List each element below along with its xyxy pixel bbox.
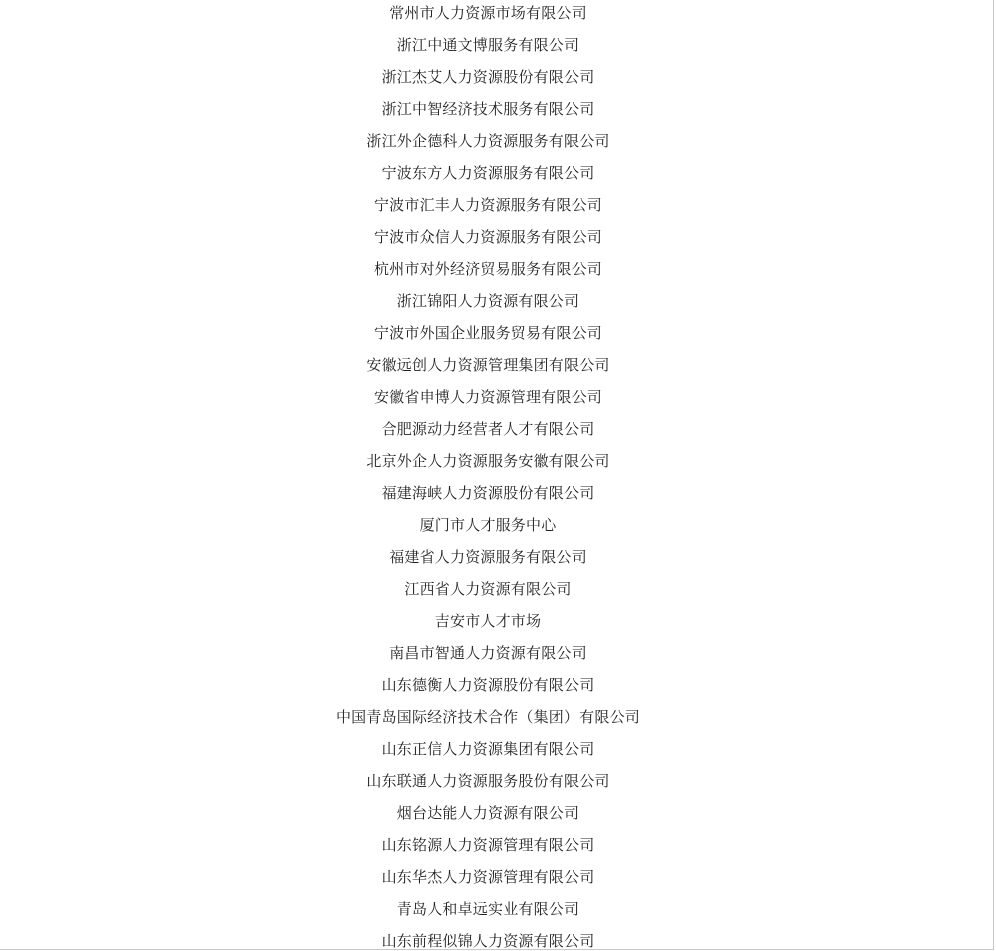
list-item: 合肥源动力经营者人才有限公司 (381, 420, 595, 438)
list-item: 中国青岛国际经济技术合作（集团）有限公司 (335, 708, 640, 726)
list-item: 江西省人力资源有限公司 (404, 580, 572, 598)
list-item: 青岛人和卓远实业有限公司 (396, 900, 580, 918)
list-item: 山东华杰人力资源管理有限公司 (381, 868, 595, 886)
list-item: 南昌市智通人力资源有限公司 (389, 644, 587, 662)
list-item: 宁波东方人力资源服务有限公司 (381, 164, 595, 182)
list-item: 浙江杰艾人力资源股份有限公司 (381, 68, 595, 86)
list-item: 宁波市汇丰人力资源服务有限公司 (373, 196, 602, 214)
list-item: 厦门市人才服务中心 (419, 516, 557, 534)
list-item: 浙江外企德科人力资源服务有限公司 (366, 132, 610, 150)
list-item: 宁波市众信人力资源服务有限公司 (373, 228, 602, 246)
list-item: 北京外企人力资源服务安徽有限公司 (366, 452, 610, 470)
list-item: 山东正信人力资源集团有限公司 (381, 740, 595, 758)
list-item: 烟台达能人力资源有限公司 (396, 804, 580, 822)
list-item: 浙江锦阳人力资源有限公司 (396, 292, 580, 310)
list-item: 山东德衡人力资源股份有限公司 (381, 676, 595, 694)
list-item: 安徽远创人力资源管理集团有限公司 (366, 356, 610, 374)
list-item: 浙江中通文博服务有限公司 (396, 36, 580, 54)
list-item: 福建海峡人力资源股份有限公司 (381, 484, 595, 502)
list-item: 山东铭源人力资源管理有限公司 (381, 836, 595, 854)
list-item: 杭州市对外经济贸易服务有限公司 (373, 260, 602, 278)
list-item: 福建省人力资源服务有限公司 (389, 548, 587, 566)
list-item: 山东联通人力资源服务股份有限公司 (366, 772, 610, 790)
list-item: 安徽省申博人力资源管理有限公司 (373, 388, 602, 406)
list-item: 浙江中智经济技术服务有限公司 (381, 100, 595, 118)
list-item: 吉安市人才市场 (434, 612, 542, 630)
list-item: 宁波市外国企业服务贸易有限公司 (373, 324, 602, 342)
list-item: 山东前程似锦人力资源有限公司 (381, 932, 595, 950)
list-item: 常州市人力资源市场有限公司 (389, 4, 587, 22)
